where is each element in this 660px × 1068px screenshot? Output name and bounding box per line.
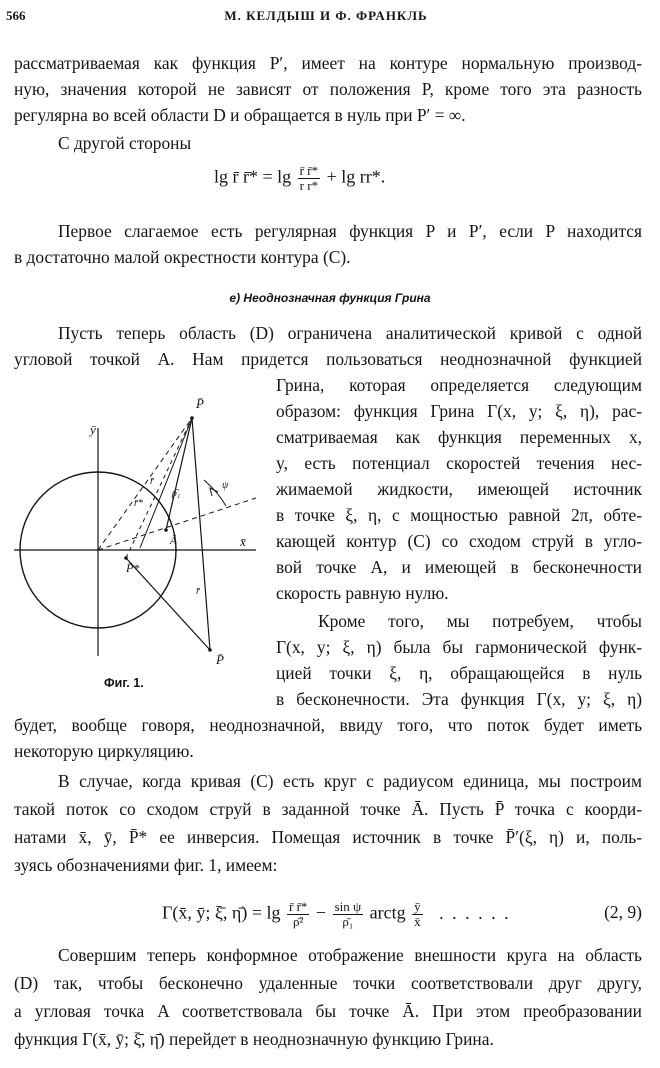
formula-1-numerator: r̄ r̄* (299, 163, 319, 178)
text-line: такой поток со сходом струй в заданной точке Ā. Пусть P̄ точка с коорди- (14, 799, 642, 819)
formula-2-fraction-3-den: x̄ (414, 914, 421, 929)
text-line: а угловая точка A соответствовала бы точке Ā. При этом преобразовании (14, 1001, 642, 1021)
label-r-star: r̄* (134, 498, 143, 509)
text-line: (D) так, чтобы бесконечно удаленные точки соответствовали друг другу, (14, 973, 642, 993)
text-line: зуясь обозначениями фиг. 1, имеем: (14, 855, 278, 875)
point-p (190, 416, 194, 420)
text-line: цией точки ξ, η, обращающейся в нуль (276, 663, 642, 683)
text-line: Γ(x, y; ξ, η) была бы гармонической функ- (276, 637, 642, 657)
text-line: образом: функция Грина Γ(x, y; ξ, η), рас- (276, 401, 642, 421)
label-psi: ψ (222, 480, 229, 491)
formula-2-arctg: arctg (369, 902, 406, 923)
formula-1 (214, 164, 385, 193)
text-line: натами x̄, ȳ, P̄* ее инверсия. Помещая источник в точке P̄′(ξ, η) и, поль- (14, 827, 642, 847)
equation-number: (2, 9) (604, 902, 642, 922)
text-line: Совершим теперь конформное отображение внешности круга на область (58, 945, 642, 965)
formula-2-fraction-3-num: ȳ (414, 899, 421, 914)
text-line: Грина, которая определяется следующим (276, 375, 642, 395)
text-line: Пусть теперь область (D) ограничена аналитической кривой с одной (58, 323, 642, 343)
formula-2-fraction-1-den: ρ̄² (293, 914, 304, 929)
text-line: Первое слагаемое есть регулярная функция P и P′, если P находится (58, 221, 642, 241)
label-x-axis: x̄ (240, 534, 246, 549)
formula-2 (162, 900, 511, 929)
label-y-axis: ȳ (90, 422, 96, 437)
text-line: Кроме того, мы потребуем, чтобы (318, 611, 642, 631)
text-line: скорость равную нулю. (276, 583, 449, 603)
segment-p-p-lower (192, 418, 210, 650)
text-line: y, есть потенциал скоростей течения нес- (276, 453, 642, 473)
ray-origin-p (98, 418, 192, 550)
text-line: сматриваемая как функция переменных x, (276, 427, 642, 447)
text-line: В случае, когда кривая (C) есть круг с радиусом единица, мы построим (58, 771, 642, 791)
running-title: М. КЕЛДЫШ И Ф. ФРАНКЛЬ (224, 8, 428, 23)
formula-1-rhs: + lg rr*. (326, 166, 386, 187)
figure-caption: Фиг. 1. (104, 676, 144, 690)
formula-2-fraction-2-num: sin ψ (334, 899, 362, 914)
formula-1-denominator: r r* (299, 178, 319, 193)
point-p-lower (208, 648, 212, 652)
text-line: в достаточно малой окрестности контура (C). (14, 247, 351, 267)
formula-2-fraction-1 (287, 900, 309, 929)
formula-2-lhs: Γ(x̄, ȳ; ξ̄, η̄) = lg (162, 902, 281, 923)
text-line: кающей контур (C) со сходом струй в угло- (276, 531, 642, 551)
text-line: функция Γ(x̄, ȳ; ξ̄, η̄) перейдет в неоднозначную функцию Грина. (14, 1029, 494, 1049)
point-a (164, 528, 168, 532)
text-line: ную, значения которой не зависят от положения P, кроме того эта разность (14, 79, 642, 99)
running-header (6, 8, 646, 28)
text-line: в бесконечности. Эта функция Γ(x, y; ξ, η) (276, 689, 642, 709)
text-line: рассматриваемая как функция P′, имеет на контуре нормальную производ- (14, 53, 642, 73)
formula-1-lhs: lg r̄ r̄* = lg (214, 166, 292, 187)
ray-origin-a (98, 498, 256, 550)
text-line: регулярна во всей области D и обращается в нуль при P′ = ∞. (14, 105, 466, 125)
formula-1-fraction (298, 164, 320, 193)
label-rho-1: ρ̄₁ (172, 488, 181, 499)
formula-2-dots: . . . . . . (439, 902, 511, 923)
text-line: будет, вообще говоря, неоднозначной, ввиду того, что поток будет иметь (14, 715, 642, 735)
formula-2-fraction-3 (412, 900, 423, 929)
formula-2-minus: − (315, 902, 327, 923)
label-a: Ā (170, 535, 177, 547)
text-line: некоторую циркуляцию. (14, 741, 194, 761)
segment-pstar-p (126, 418, 192, 558)
formula-2-fraction-2 (333, 900, 364, 929)
point-pstar (124, 556, 128, 560)
label-r-bar: r̄ (150, 476, 154, 487)
text-line: вой точке A, и имеющей в бесконечности (276, 557, 642, 577)
label-p-top: P̄ (196, 396, 204, 411)
text-line: в точке ξ, η, с мощностью равной 2π, обте- (276, 505, 642, 525)
formula-2-fraction-1-num: r̄ r̄* (289, 899, 308, 914)
label-p-bottom: P̄ (216, 652, 224, 667)
section-title: e) Неоднозначная функция Грина (229, 291, 431, 305)
formula-2-fraction-2-den: ρ̄₁ (342, 914, 354, 929)
text-line: С другой стороны (58, 133, 192, 153)
page-number: 566 (6, 8, 26, 23)
figure-1 (14, 388, 264, 678)
label-r-lower: r̄ (196, 586, 200, 597)
label-p-star: P̄* (126, 561, 140, 575)
text-line: угловой точкой A. Нам придется пользоваться неоднозначной функцией (14, 349, 642, 369)
text-line: жимаемой жидкости, имеющей источник (276, 479, 642, 499)
